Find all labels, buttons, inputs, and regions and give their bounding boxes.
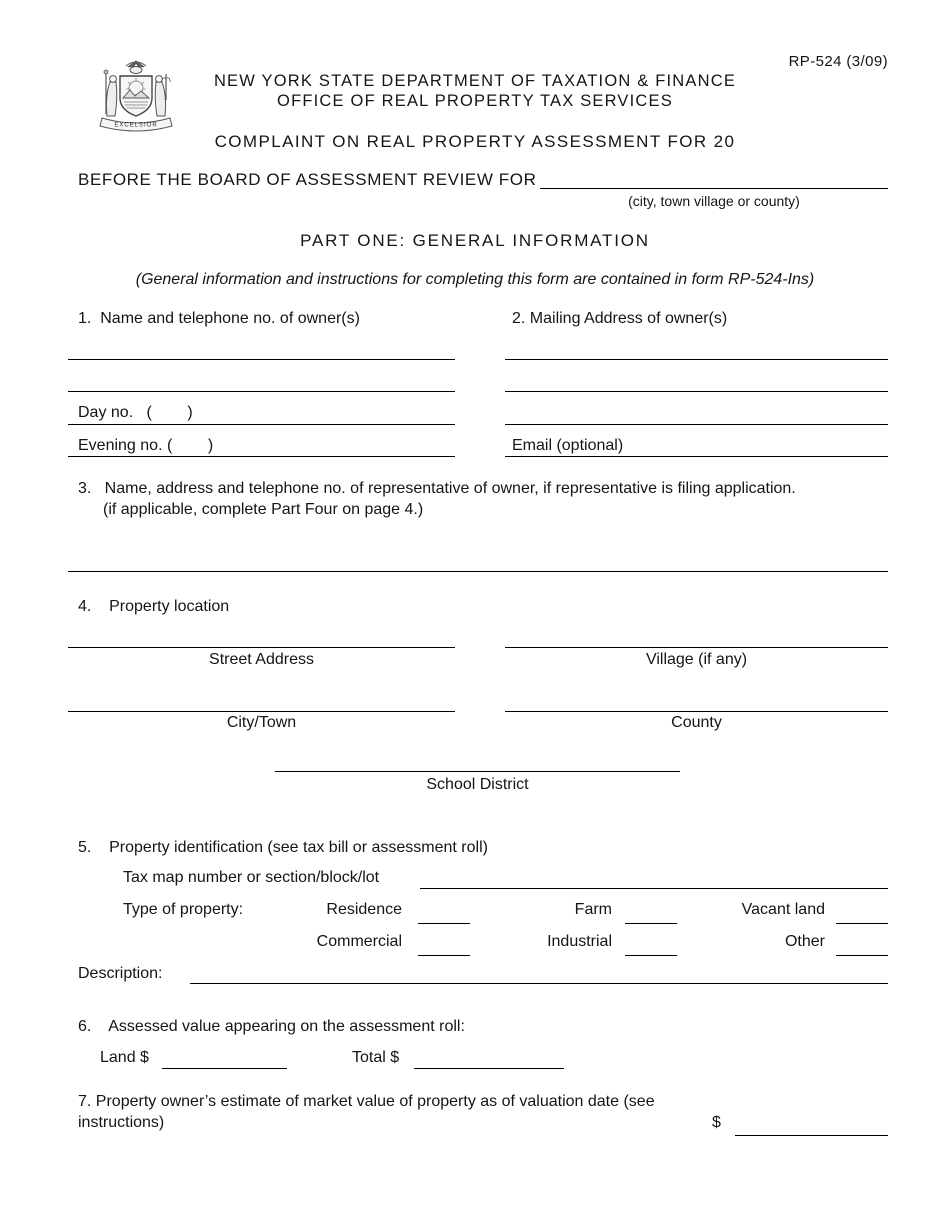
farm-mark-input[interactable] <box>625 923 677 924</box>
vacant-land-label: Vacant land <box>741 901 825 918</box>
other-mark-input[interactable] <box>836 955 888 956</box>
city-town-label: City/Town <box>226 714 297 731</box>
day-phone-label: Day no. ( ) <box>78 404 193 421</box>
description-label: Description: <box>78 965 163 982</box>
industrial-label: Industrial <box>547 933 612 950</box>
vacant-land-mark-input[interactable] <box>836 923 888 924</box>
county-label: County <box>671 714 722 731</box>
county-input-line[interactable] <box>505 711 888 712</box>
evening-phone-input-line[interactable] <box>68 456 455 457</box>
q5-property-id-label: 5. Property identification (see tax bill or assessment roll) <box>78 839 488 856</box>
evening-phone-label: Evening no. ( ) <box>78 437 214 454</box>
board-review-for-input[interactable] <box>540 188 888 189</box>
mailing-address-input-line2[interactable] <box>505 391 888 392</box>
q3-representative-label-line2: (if applicable, complete Part Four on page 4.) <box>103 501 424 518</box>
form-title: COMPLAINT ON REAL PROPERTY ASSESSMENT FOR 20 <box>214 132 736 151</box>
q7-market-value-label-line1: 7. Property owner’s estimate of market value of property as of valuation date (see <box>78 1093 655 1110</box>
total-value-label: Total $ <box>352 1049 400 1066</box>
q2-mailing-address-label: 2. Mailing Address of owner(s) <box>512 310 728 327</box>
land-value-label: Land $ <box>100 1049 149 1066</box>
seal-motto-text: EXCELSIOR <box>114 122 158 129</box>
other-label: Other <box>784 933 825 950</box>
street-address-input-line[interactable] <box>68 647 455 648</box>
part-one-heading: PART ONE: GENERAL INFORMATION <box>300 231 650 250</box>
market-value-input-line[interactable] <box>735 1135 888 1136</box>
day-phone-input-line[interactable] <box>68 424 455 425</box>
commercial-mark-input[interactable] <box>418 955 470 956</box>
agency-header-line1: NEW YORK STATE DEPARTMENT OF TAXATION & FINANCE <box>213 72 737 90</box>
city-town-input-line[interactable] <box>68 711 455 712</box>
village-input-line[interactable] <box>505 647 888 648</box>
instructions-note: (General information and instructions for completing this form are contained in form RP-524-Ins) <box>135 271 815 288</box>
email-label: Email (optional) <box>512 437 624 454</box>
street-address-label: Street Address <box>209 651 314 668</box>
owner-name-input-line2[interactable] <box>68 391 455 392</box>
agency-header-line2: OFFICE OF REAL PROPERTY TAX SERVICES <box>277 92 673 110</box>
school-district-label: School District <box>426 776 529 793</box>
type-of-property-label: Type of property: <box>123 901 244 918</box>
q6-assessed-value-label: 6. Assessed value appearing on the assessment roll: <box>78 1018 465 1035</box>
before-board-label: BEFORE THE BOARD OF ASSESSMENT REVIEW FOR <box>78 170 537 189</box>
q7-market-value-label-line2: instructions) <box>78 1114 165 1131</box>
representative-info-input-line[interactable] <box>68 571 888 572</box>
residence-mark-input[interactable] <box>418 923 470 924</box>
q4-property-location-label: 4. Property location <box>78 598 230 615</box>
industrial-mark-input[interactable] <box>625 955 677 956</box>
tax-map-label: Tax map number or section/block/lot <box>123 869 380 886</box>
total-value-input-line[interactable] <box>414 1068 564 1069</box>
before-board-hint: (city, town village or county) <box>628 193 800 209</box>
q1-owner-name-label: 1. Name and telephone no. of owner(s) <box>78 310 360 327</box>
school-district-input-line[interactable] <box>275 771 680 772</box>
q3-representative-label-line1: 3. Name, address and telephone no. of representative of owner, if representative is filing application. <box>78 480 796 497</box>
mailing-address-input-line3[interactable] <box>505 424 888 425</box>
farm-label: Farm <box>574 901 612 918</box>
market-value-dollar-sign: $ <box>712 1114 721 1131</box>
mailing-address-input-line1[interactable] <box>505 359 888 360</box>
commercial-label: Commercial <box>316 933 402 950</box>
tax-map-input-line[interactable] <box>420 888 888 889</box>
residence-label: Residence <box>326 901 402 918</box>
village-label: Village (if any) <box>645 651 748 668</box>
description-input-line[interactable] <box>190 983 888 984</box>
form-number: RP-524 (3/09) <box>788 53 888 70</box>
land-value-input-line[interactable] <box>162 1068 287 1069</box>
owner-name-input-line1[interactable] <box>68 359 455 360</box>
email-input-line[interactable] <box>505 456 888 457</box>
